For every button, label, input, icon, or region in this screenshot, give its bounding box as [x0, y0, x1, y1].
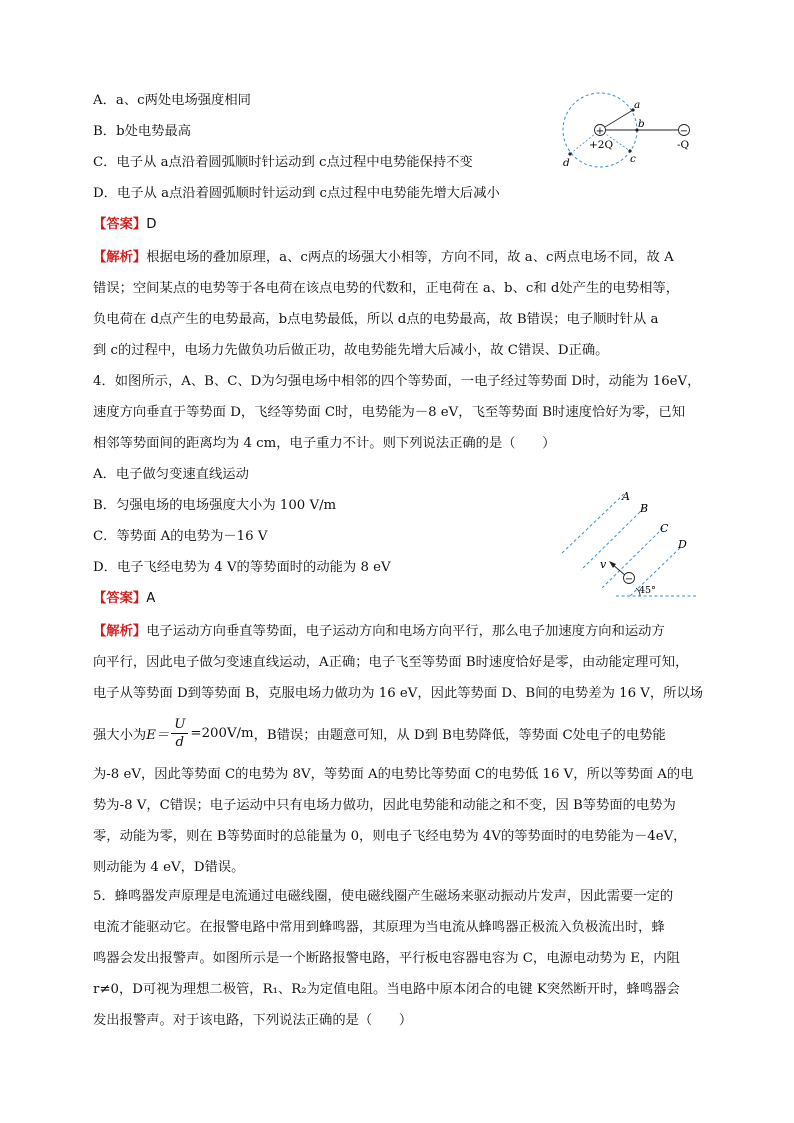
- q3-option-b: B．b处电势最高: [93, 124, 192, 139]
- q3-analysis-line-4: 到 c的过程中，电场力先做负功后做正功，故电势能先增大后减小，故 C错误、D正确。: [93, 343, 609, 358]
- q4-analysis-line-7: 零，动能为零，则在 B等势面时的总能量为 0，则电子飞经电势为 4V的等势面时的电势能为－4eV，: [93, 829, 687, 844]
- q4-stem-line-3: 相邻等势面间的距离均为 4 cm，电子重力不计。则下列说法正确的是（ ）: [93, 436, 556, 451]
- formula-denominator: d: [175, 734, 185, 750]
- q4-equipotential-figure: [556, 484, 716, 602]
- electron-sign: −: [624, 574, 634, 585]
- label-d: d: [563, 157, 570, 169]
- q4-formula-line: [93, 710, 666, 756]
- q4-option-d: D．电子飞经电势为 4 V的等势面时的动能为 8 eV: [93, 560, 391, 575]
- q4-option-b: B．匀强电场的电场强度大小为 100 V/m: [93, 498, 337, 513]
- q3-option-a: A．a、c两处电场强度相同: [93, 93, 251, 108]
- plane-b-line: [581, 508, 644, 570]
- q4-stem-line-1: 4．如图所示，A、B、C、D为匀强电场中相邻的四个等势面，一电子经过等势面 D时，动能为 16eV，: [93, 374, 701, 389]
- q5-stem-line-4: r≠0，D可视为理想二极管，R₁、R₂为定值电阻。当电路中原本闭合的电键 K突然断开时，蜂鸣器会: [93, 982, 680, 997]
- answer-value: A: [146, 591, 156, 606]
- answer-tag: 【答案】: [93, 217, 147, 232]
- formula-prefix: 强大小为: [93, 727, 147, 743]
- q4-stem-line-2: 速度方向垂直于等势面 D，飞经等势面 C时，电势能为－8 eV，飞至等势面 B时速度恰好为零，已知: [93, 405, 686, 420]
- label-angle: 45°: [639, 585, 656, 596]
- q3-answer: [93, 216, 156, 234]
- q5-stem-line-3: 鸣器会发出报警声。如图所示是一个断路报警电路，平行板电容器电容为 C，电源电动势为 E，内阻: [93, 951, 680, 966]
- q3-option-c: C．电子从 a点沿着圆弧顺时针运动到 c点过程中电势能保持不变: [93, 155, 473, 170]
- formula-rhs: =200V/m: [190, 725, 254, 741]
- point-d-dot: [568, 152, 571, 155]
- analysis-text: 电子运动方向垂直等势面，电子运动方向和电场方向平行，那么电子加速度方向和运动方: [146, 624, 665, 639]
- q4-analysis-line-8: 则动能为 4 eV，D错误。: [93, 860, 245, 875]
- q5-stem-line-2: 电流才能驱动它。在报警电路中常用到蜂鸣器，其原理为当电流从蜂鸣器正极流入负极流出时，蜂: [93, 920, 665, 935]
- analysis-tag: 【解析】: [93, 624, 147, 639]
- label-plane-c: C: [660, 522, 669, 535]
- q4-analysis-line-3: 电子从等势面 D到等势面 B，克服电场力做功为 16 eV，因此等势面 D、B间的电势差为 16 V，所以场: [93, 686, 704, 701]
- formula-suffix: ，B错误；由题意可知，从 D到 B电势降低，等势面 C处电子的电势能: [253, 727, 666, 743]
- label-minus-q: -Q: [677, 139, 690, 151]
- analysis-text: 根据电场的叠加原理，a、c两点的场强大小相等，方向不同，故 a、c两点电场不同，故 A: [146, 250, 674, 265]
- formula-lhs: E＝: [146, 727, 170, 743]
- q4-analysis-line-1: [93, 623, 665, 641]
- q4-analysis-line-6: 势为-8 V，C错误；电子运动中只有电场力做功，因此电势能和动能之和不变，因 B等势面的电势为: [93, 798, 676, 813]
- label-b: b: [638, 118, 645, 130]
- q5-stem-line-1: 5．蜂鸣器发声原理是电流通过电磁线圈，使电磁线圈产生磁场来驱动振动片发声，因此需要一定的: [93, 889, 674, 904]
- formula-numerator: U: [171, 716, 188, 734]
- label-c: c: [630, 153, 636, 165]
- answer-tag: 【答案】: [93, 591, 147, 606]
- answer-value: D: [146, 217, 157, 232]
- q5-stem-line-5: 发出报警声。对于该电路，下列说法正确的是（ ）: [93, 1013, 413, 1028]
- formula-fraction: [171, 716, 188, 751]
- label-plane-a: A: [622, 490, 630, 503]
- q4-answer: [93, 590, 155, 608]
- q3-analysis-line-2: 错误；空间某点的电势等于各电荷在该点电势的代数和，正电荷在 a、b、c和 d处产生的电势相等，: [93, 281, 680, 296]
- q4-analysis-line-2: 向平行，因此电子做匀变速直线运动，A正确；电子飞至等势面 B时速度恰好是零，由动能定理可知，: [93, 655, 689, 670]
- q3-charge-figure: [553, 84, 713, 176]
- positive-sign: +: [595, 126, 605, 137]
- label-a: a: [634, 99, 641, 111]
- label-plane-d: D: [678, 538, 687, 551]
- analysis-tag: 【解析】: [93, 250, 147, 265]
- q4-analysis-line-5: 为-8 eV，因此等势面 C的电势为 8V，等势面 A的电势比等势面 C的电势低 16 V，所以等势面 A的电: [93, 767, 694, 782]
- negative-sign: −: [679, 126, 689, 137]
- label-plane-b: B: [640, 502, 649, 515]
- label-velocity: v: [600, 558, 607, 571]
- plane-a-line: [561, 494, 624, 554]
- label-plus-2q: +2Q: [589, 139, 614, 151]
- q3-analysis-line-3: 负电荷在 d点产生的电势最高，b点电势最低，所以 d点的电势最高，故 B错误；电子顺时针从 a: [93, 312, 659, 327]
- q3-analysis-line-1: [93, 249, 674, 267]
- q3-option-d: D．电子从 a点沿着圆弧顺时针运动到 c点过程中电势能先增大后减小: [93, 186, 500, 201]
- q4-option-a: A．电子做匀变速直线运动: [93, 467, 249, 482]
- q4-option-c: C．等势面 A的电势为－16 V: [93, 529, 268, 544]
